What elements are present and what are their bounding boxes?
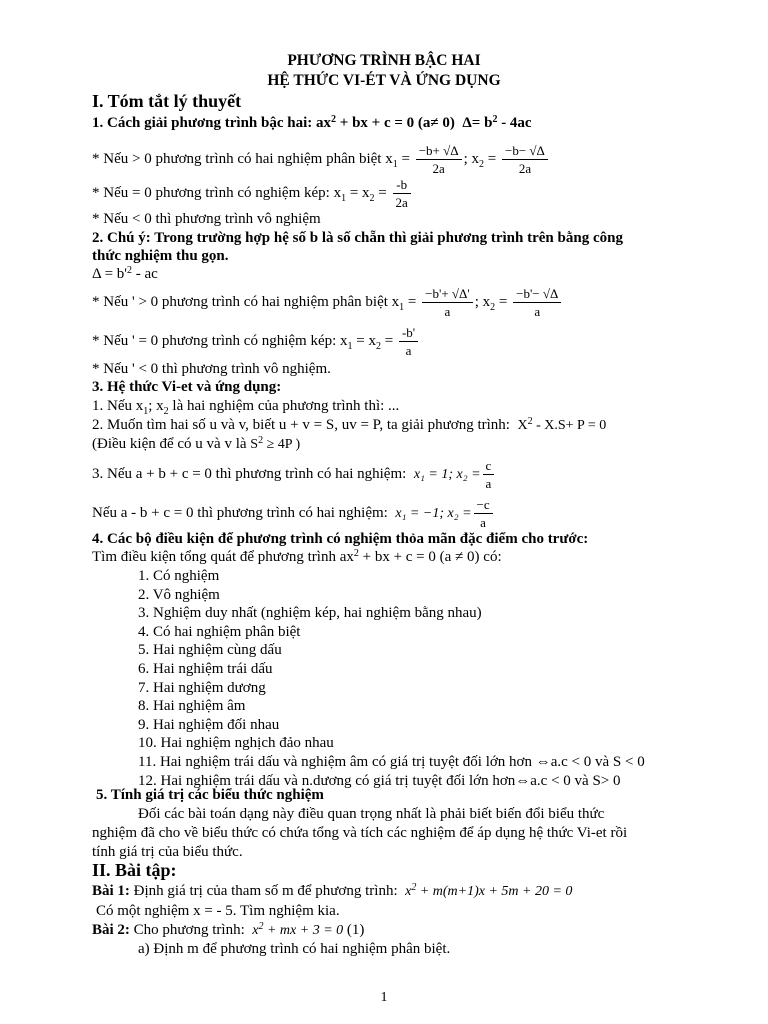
list-item: 2. Vô nghiệm: [138, 586, 220, 603]
list-item: 8. Hai nghiệm âm: [138, 698, 246, 715]
exercise-1-line-2: Có một nghiệm x = - 5. Tìm nghiệm kia.: [96, 903, 340, 919]
subsection-2-heading-line-2: thức nghiệm thu gọn.: [92, 248, 229, 264]
list-item: 11. Hai nghiệm trái dấu và nghiệm âm có giá trị tuyệt đối lớn hơn ⇔a.c < 0 và S < 0: [138, 753, 645, 770]
fraction-x2: $\frac{-b- √\Delta}{2a}$: [502, 142, 548, 177]
reduced-formula-double-root: * Nếu ' = 0 phương trình có nghiệm kép: $x_1 = x_2$ = $\frac{-b'}{a}$: [92, 322, 420, 366]
condition-list: [138, 567, 645, 790]
find-two-numbers-statement: 2. Muốn tìm hai số u và v, biết u + v = S, uv = P, ta giải phương trình: $X^2 - X.S+ P = 0$: [92, 416, 607, 433]
fraction-reduced-double-root: $\frac{-b'}{a}$: [399, 324, 418, 359]
fraction-reduced-x1: $\frac{-b'+ √\Delta'}{a}$: [422, 285, 473, 320]
reduced-no-root-statement: * Nếu ' < 0 thì phương trình vô nghiệm.: [92, 361, 331, 377]
list-item: 9. Hai nghiệm đối nhau: [138, 716, 280, 733]
list-item: 1. Có nghiệm: [138, 568, 220, 584]
exercise-2: Bài 2: Cho phương trình: $x^2$ + mx + 3 = 0 (1): [92, 921, 365, 938]
list-item: 5. Hai nghiệm cùng dấu: [138, 642, 282, 659]
subsection-5-heading: 5. Tính giá trị các biểu thức nghiệm: [96, 787, 324, 803]
subsection-2-heading-line-1: 2. Chú ý: Trong trường hợp hệ số b là số chẵn thì giải phương trình trên bằng công: [92, 230, 623, 246]
reduced-formula-two-roots: * Nếu ' > 0 phương trình có hai nghiệm phân biệt $x_1$ = $\frac{-b'+ √\Delta'}{a}$ ; $x_2$ = $\frac{-b'- √\Delta}{a}$: [92, 283, 563, 327]
doc-title-line-1: PHƯƠNG TRÌNH BẬC HAI: [287, 52, 481, 69]
subsection-4-intro: Tìm điều kiện tổng quát để phương trình $ax^2$ + bx + c = 0 (a ≠ 0) có:: [92, 548, 502, 565]
doc-title-line-2: HỆ THỨC VI-ÉT VÀ ỨNG DỤNG: [267, 72, 501, 89]
list-item: 4. Có hai nghiệm phân biệt: [138, 623, 301, 640]
case-a-plus-b-plus-c: 3. Nếu a + b + c = 0 thì phương trình có hai nghiệm: x₁ = 1; x₂ = $\frac{c}{a}$: [92, 455, 496, 494]
list-item: 12. Hai nghiệm trái dấu và n.dương có giá trị tuyệt đối lớn hơn⇔a.c < 0 và S> 0: [138, 772, 621, 789]
subsection-4-heading: 4. Các bộ điều kiện để phương trình có nghiệm thỏa mãn đặc điểm cho trước:: [92, 531, 589, 547]
reduced-delta-formula: $\Delta = b'^2$ - ac: [92, 265, 158, 282]
subsection-5-paragraph-line-2: nghiệm đã cho về biểu thức có chứa tổng và tích các nghiệm để áp dụng hệ thức Vi-et rồi: [92, 825, 628, 841]
fraction-c-over-a: $\frac{c}{a}$: [483, 457, 495, 492]
subsection-5-paragraph-line-1: Đối các bài toán dạng này điều quan trọng nhất là phải biết biến đổi biểu thức: [138, 806, 605, 822]
exercise-2-part-a: a) Định m để phương trình có hai nghiệm phân biệt.: [138, 941, 451, 957]
fraction-minus-c-over-a: $\frac{-c}{a}$: [474, 496, 493, 531]
formula-two-roots: * Nếu > 0 phương trình có hai nghiệm phân biệt $x_1$ = $\frac{-b+ √\Delta}{2a}$ ; $x_2$ = $\frac{-b- √\Delta}{2a}$: [92, 140, 550, 184]
subsection-3-heading: 3. Hệ thức Vi-et và ứng dụng:: [92, 379, 282, 395]
fraction-double-root: $\frac{-b}{2a}$: [393, 176, 411, 211]
formula-double-root: * Nếu = 0 phương trình có nghiệm kép: $x_1 = x_2$ = $\frac{-b}{2a}$: [92, 174, 413, 218]
list-item: 3. Nghiệm duy nhất (nghiệm kép, hai nghiệm bằng nhau): [138, 605, 482, 622]
list-item: 6. Hai nghiệm trái dấu: [138, 660, 273, 677]
no-root-statement: * Nếu < 0 thì phương trình vô nghiệm: [92, 211, 321, 227]
existence-condition: (Điều kiện để có u và v là $S^2 \ge 4P$ ): [92, 435, 301, 452]
vieta-statement: 1. Nếu $x_1$; $x_2$ là hai nghiệm của phương trình thì: ...: [92, 398, 400, 417]
section-heading-exercises: II. Bài tập:: [92, 860, 177, 880]
list-item: 7. Hai nghiệm dương: [138, 679, 266, 696]
case-a-minus-b-plus-c: Nếu a - b + c = 0 thì phương trình có hai nghiệm: x₁ = −1; x₂ = $\frac{-c}{a}$: [92, 494, 495, 533]
list-item: 10. Hai nghiệm nghịch đảo nhau: [138, 735, 334, 752]
subsection-1-heading: 1. Cách giải phương trình bậc hai: $ax^2$ + bx + c = 0 (a≠ 0) $\Delta= b^2 - 4ac$: [92, 114, 532, 131]
subsection-5-paragraph-line-3: tính giá trị của biểu thức.: [92, 844, 243, 860]
page-number: 1: [380, 990, 388, 1005]
fraction-x1: $\frac{-b+ √\Delta}{2a}$: [416, 142, 462, 177]
section-heading-theory: I. Tóm tắt lý thuyết: [92, 91, 242, 111]
exercise-1: Bài 1: Định giá trị của tham số m để phương trình: $x^2 + m(m+1)x + 5m + 20 = 0$: [92, 882, 573, 899]
fraction-reduced-x2: $\frac{-b'- √\Delta}{a}$: [513, 285, 561, 320]
